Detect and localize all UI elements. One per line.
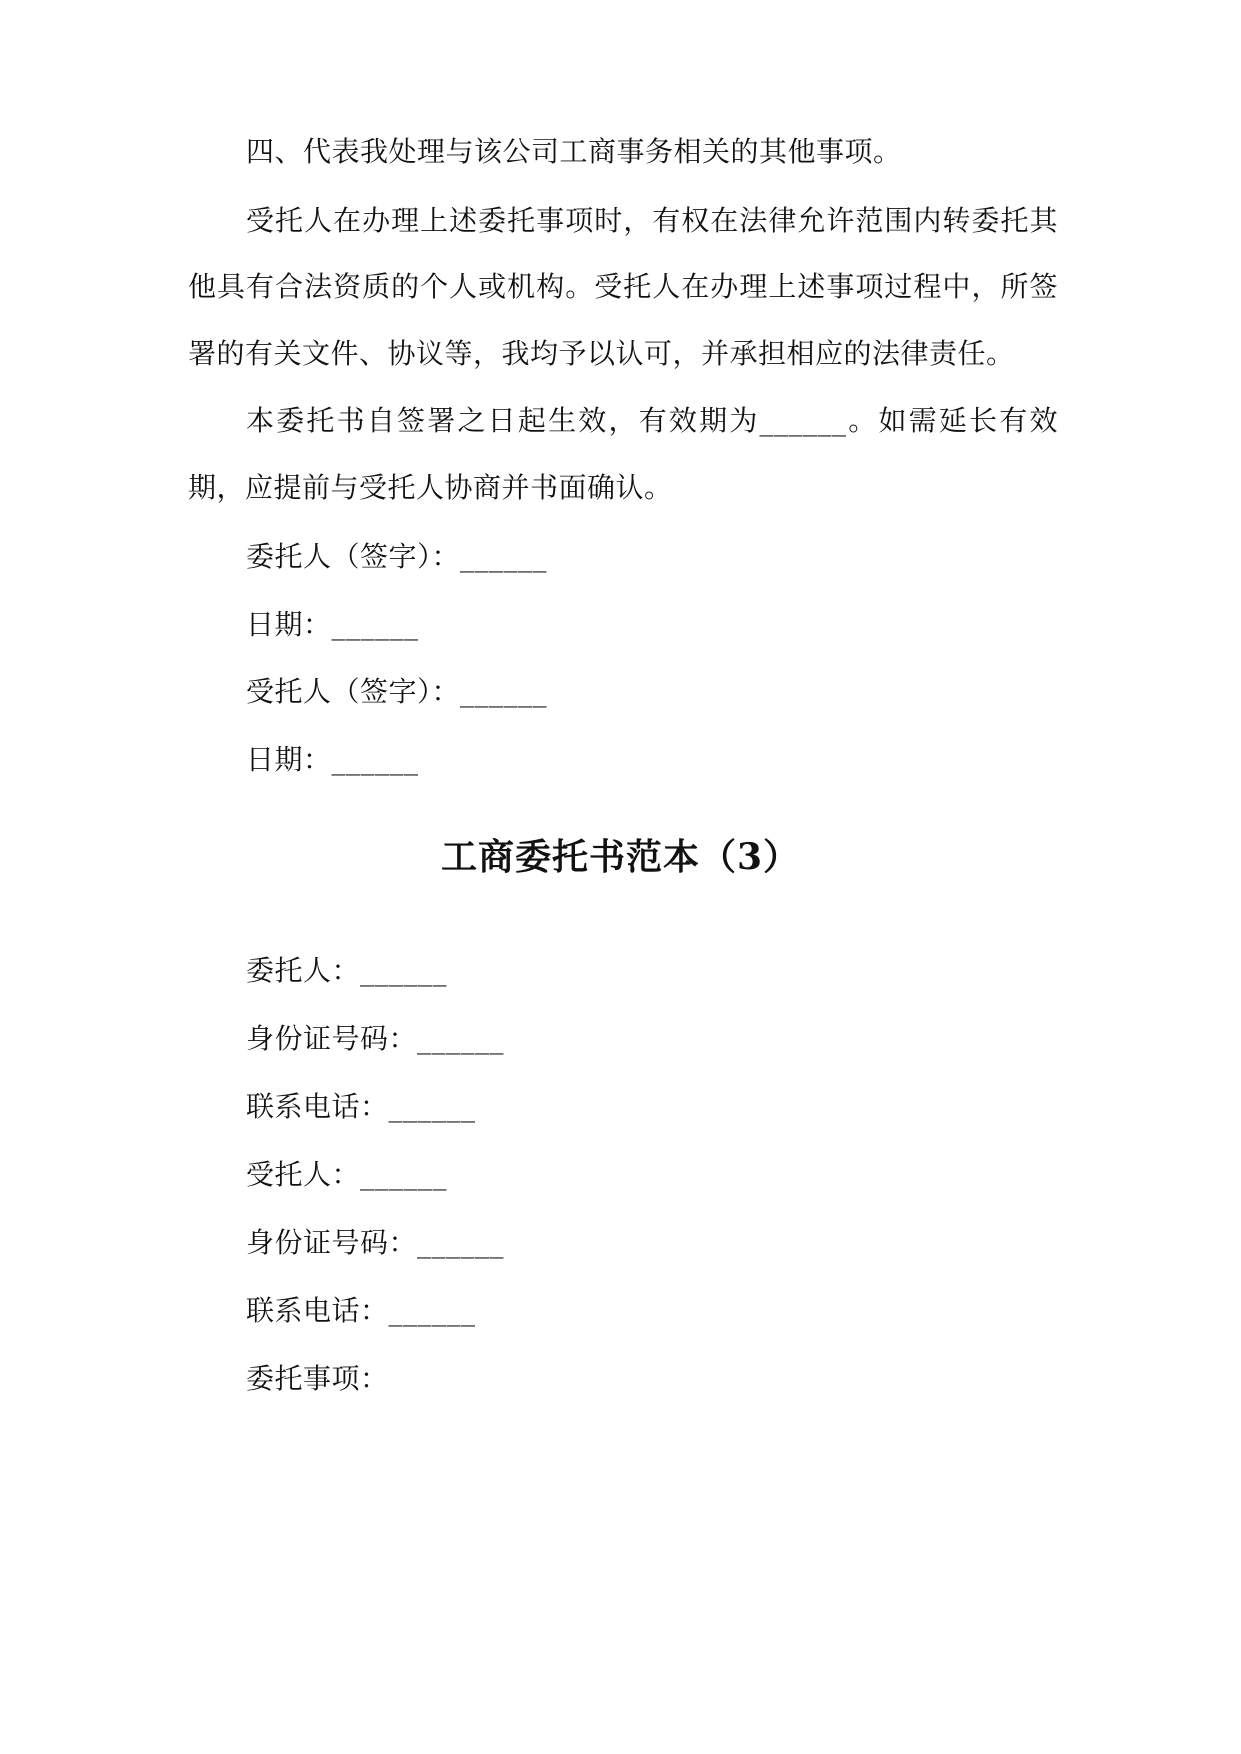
principal-signature-field: 委托人（签字）：______ <box>246 540 548 573</box>
principal-name-field: 委托人：______ <box>246 954 448 987</box>
delegated-matters-label: 委托事项： <box>246 1362 389 1395</box>
principal-id-field: 身份证号码：______ <box>246 1022 505 1055</box>
agent-phone-field: 联系电话：______ <box>246 1294 476 1327</box>
agent-name-field: 受托人：______ <box>246 1158 448 1191</box>
principal-date-field: 日期：______ <box>246 608 419 641</box>
agent-date-field: 日期：______ <box>246 743 419 776</box>
agent-id-field: 身份证号码：______ <box>246 1226 505 1259</box>
section-title: 工商委托书范本（3） <box>440 836 801 878</box>
subdelegate-paragraph-line-1: 受托人在办理上述委托事项时，有权在法律允许范围内转委托其 <box>246 204 1058 237</box>
principal-phone-field: 联系电话：______ <box>246 1090 476 1123</box>
agent-signature-field: 受托人（签字）：______ <box>246 675 548 708</box>
validity-paragraph-line-2: 期，应提前与受托人协商并书面确认。 <box>188 471 673 504</box>
validity-paragraph-line-1: 本委托书自签署之日起生效，有效期为______。如需延长有效 <box>246 404 1058 437</box>
item-four-text: 四、代表我处理与该公司工商事务相关的其他事项。 <box>246 135 902 168</box>
subdelegate-paragraph-line-2: 他具有合法资质的个人或机构。受托人在办理上述事项过程中，所签 <box>188 270 1058 303</box>
subdelegate-paragraph-line-3: 署的有关文件、协议等，我均予以认可，并承担相应的法律责任。 <box>188 337 1015 370</box>
